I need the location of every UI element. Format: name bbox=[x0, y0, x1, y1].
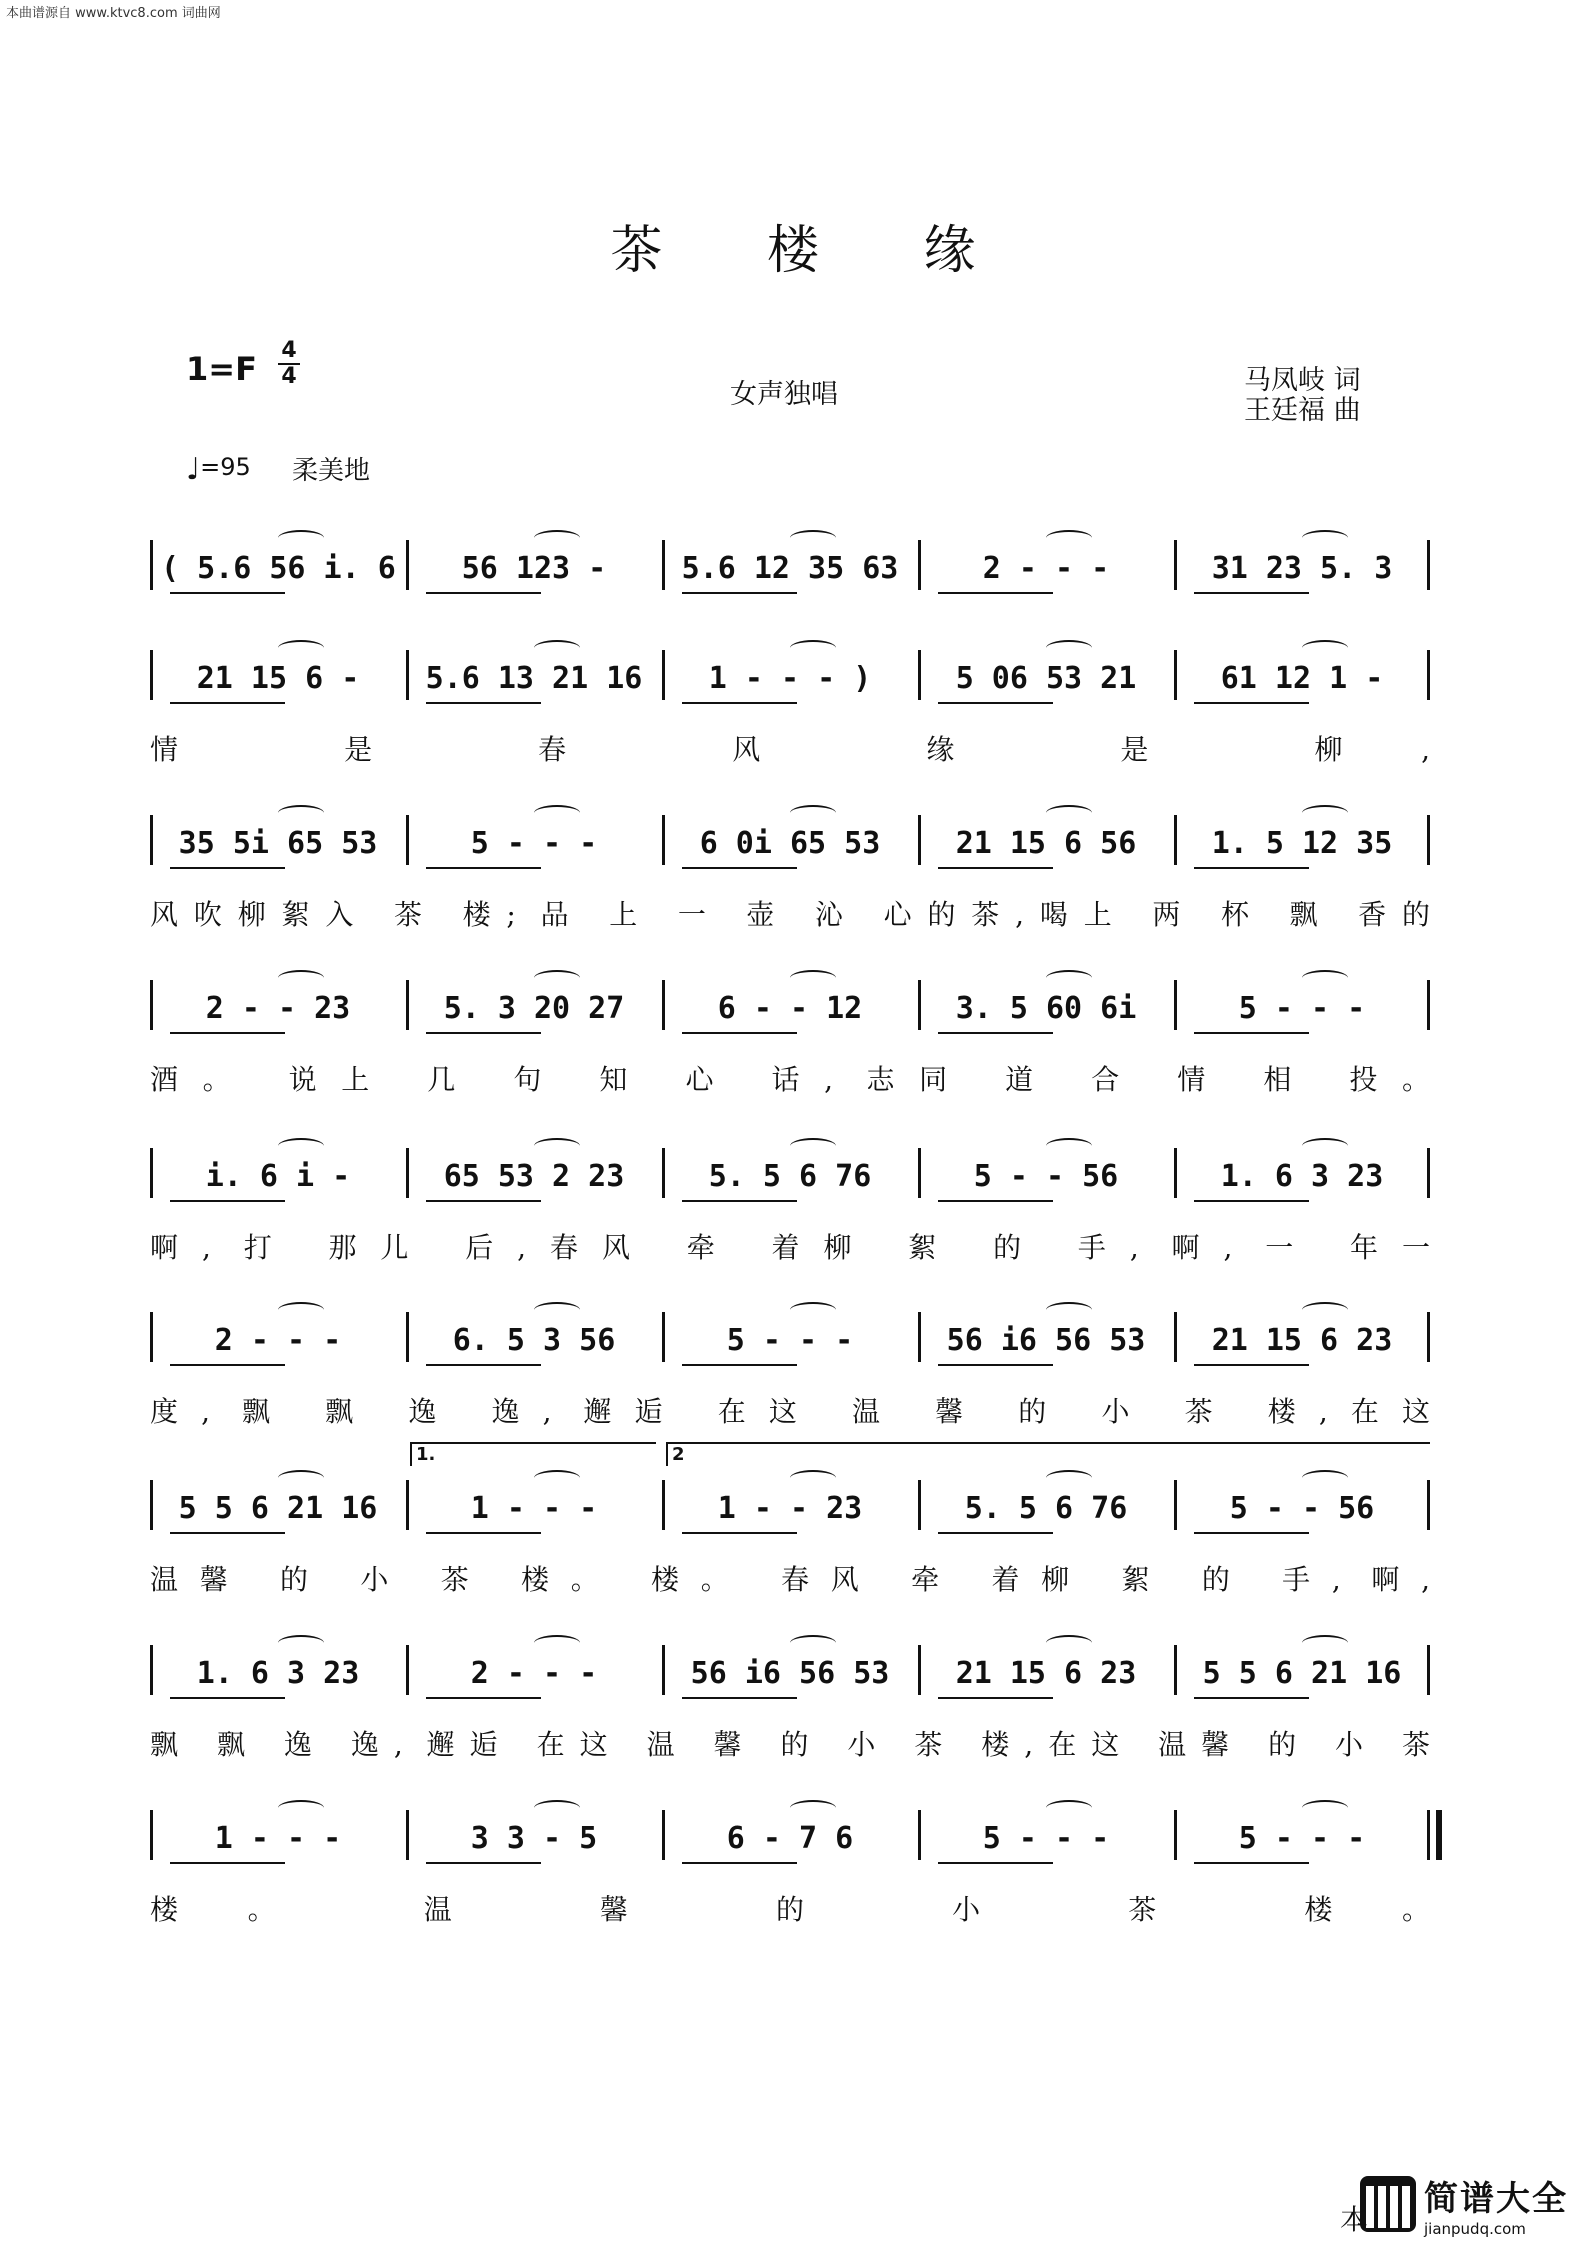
measure bbox=[926, 1818, 1166, 1858]
measure bbox=[158, 658, 398, 698]
measure bbox=[414, 1488, 654, 1528]
slur-mark bbox=[1302, 1800, 1348, 1816]
piano-keys-icon bbox=[1360, 2176, 1416, 2232]
measure bbox=[158, 548, 398, 588]
beam-underline bbox=[1194, 1032, 1309, 1034]
measure-notes: 1 - - - bbox=[214, 1820, 342, 1856]
beam-underline bbox=[938, 1862, 1053, 1864]
lyrics-line bbox=[150, 893, 1430, 933]
measure-notes: 1 - - 23 bbox=[717, 1490, 863, 1526]
barline bbox=[1427, 815, 1430, 865]
barline bbox=[662, 650, 665, 700]
barline bbox=[662, 815, 665, 865]
barline bbox=[918, 650, 921, 700]
beam-underline bbox=[170, 1532, 285, 1534]
measure bbox=[158, 1156, 398, 1196]
barline bbox=[150, 815, 153, 865]
volta-bracket: 2 bbox=[666, 1442, 1430, 1466]
measure bbox=[926, 548, 1166, 588]
barline bbox=[1174, 1480, 1177, 1530]
beam-underline bbox=[170, 702, 285, 704]
barline bbox=[1174, 815, 1177, 865]
measure bbox=[158, 988, 398, 1028]
measure-notes: 1 - - - ) bbox=[708, 660, 872, 696]
slur-mark bbox=[1046, 805, 1092, 821]
slur-mark bbox=[790, 640, 836, 656]
measure-notes: 5 - - - bbox=[1238, 990, 1366, 1026]
lyrics-text: 飘 飘 逸 逸, 邂逅 在这 温 馨 的 小 茶 楼,在这 温馨 的 小 茶 bbox=[150, 1728, 1430, 1761]
measure bbox=[158, 1818, 398, 1858]
measure-notes: 5 - - - bbox=[1238, 1820, 1366, 1856]
beam-underline bbox=[682, 1862, 797, 1864]
measure-notes: 5.6 13 21 16 bbox=[425, 660, 643, 696]
notation-line bbox=[150, 1810, 1430, 1866]
beam-underline bbox=[1194, 702, 1309, 704]
beam-underline bbox=[682, 867, 797, 869]
measure-notes: 21 15 6 - bbox=[196, 660, 360, 696]
barline bbox=[406, 815, 409, 865]
barline bbox=[662, 1480, 665, 1530]
tempo-marking bbox=[186, 452, 251, 487]
slur-mark bbox=[1046, 1635, 1092, 1651]
slur-mark bbox=[278, 1302, 324, 1318]
barline bbox=[1427, 1810, 1430, 1860]
slur-mark bbox=[1302, 970, 1348, 986]
barline bbox=[406, 980, 409, 1030]
beam-underline bbox=[938, 867, 1053, 869]
measure bbox=[1182, 1156, 1422, 1196]
measure-notes: 5 - - 56 bbox=[973, 1158, 1119, 1194]
measure-notes: 61 12 1 - bbox=[1220, 660, 1384, 696]
slur-mark bbox=[1302, 530, 1348, 546]
measure-notes: 1. 6 3 23 bbox=[1220, 1158, 1384, 1194]
slur-mark bbox=[790, 1138, 836, 1154]
measure-notes: 35 5i 65 53 bbox=[178, 825, 378, 861]
slur-mark bbox=[278, 1138, 324, 1154]
measure bbox=[926, 658, 1166, 698]
measure-notes: 2 - - - bbox=[214, 1322, 342, 1358]
measure bbox=[670, 1320, 910, 1360]
beam-underline bbox=[426, 1364, 541, 1366]
barline bbox=[1427, 650, 1430, 700]
barline bbox=[406, 1480, 409, 1530]
barline bbox=[1427, 540, 1430, 590]
lyrics-line bbox=[150, 1390, 1430, 1430]
measure bbox=[670, 988, 910, 1028]
barline bbox=[406, 1312, 409, 1362]
measure bbox=[414, 1818, 654, 1858]
barline bbox=[150, 1645, 153, 1695]
notation-line bbox=[150, 980, 1430, 1036]
measure bbox=[414, 658, 654, 698]
measure bbox=[158, 1320, 398, 1360]
measure-notes: 5 - - - bbox=[726, 1322, 854, 1358]
measure bbox=[926, 823, 1166, 863]
slur-mark bbox=[1302, 1470, 1348, 1486]
beam-underline bbox=[1194, 1364, 1309, 1366]
measure bbox=[1182, 823, 1422, 863]
barline bbox=[150, 1148, 153, 1198]
measure bbox=[670, 548, 910, 588]
barline bbox=[1174, 980, 1177, 1030]
notation-line bbox=[150, 1312, 1430, 1368]
measure-notes: 6 - - 12 bbox=[717, 990, 863, 1026]
slur-mark bbox=[278, 1470, 324, 1486]
measure-notes: 5 - - - bbox=[982, 1820, 1110, 1856]
measure-notes: 5 5 6 21 16 bbox=[178, 1490, 378, 1526]
measure bbox=[414, 1653, 654, 1693]
score-row bbox=[0, 1148, 1586, 1318]
measure bbox=[158, 823, 398, 863]
measure-notes: 5.6 12 35 63 bbox=[681, 550, 899, 586]
lyrics-line bbox=[150, 1723, 1430, 1763]
slur-mark bbox=[534, 1800, 580, 1816]
measure-notes: 6 0i 65 53 bbox=[699, 825, 881, 861]
measure bbox=[926, 1653, 1166, 1693]
barline bbox=[406, 650, 409, 700]
barline bbox=[150, 540, 153, 590]
barline bbox=[918, 1645, 921, 1695]
source-note: 本曲谱源自 www.ktvc8.com 词曲网 bbox=[6, 6, 221, 21]
measure bbox=[414, 988, 654, 1028]
measure-notes: 21 15 6 23 bbox=[1211, 1322, 1393, 1358]
beam-underline bbox=[938, 1364, 1053, 1366]
barline bbox=[918, 1810, 921, 1860]
measure-notes: 56 i6 56 53 bbox=[690, 1655, 890, 1691]
slur-mark bbox=[534, 1470, 580, 1486]
measure-notes: 21 15 6 56 bbox=[955, 825, 1137, 861]
barline bbox=[150, 1312, 153, 1362]
logo-brand: 简谱大全 bbox=[1424, 2178, 1568, 2219]
measure bbox=[1182, 1653, 1422, 1693]
slur-mark bbox=[1046, 1138, 1092, 1154]
barline bbox=[1427, 1312, 1430, 1362]
beam-underline bbox=[938, 1697, 1053, 1699]
score-row bbox=[0, 980, 1586, 1150]
barline bbox=[662, 540, 665, 590]
measure-notes: 2 - - - bbox=[470, 1655, 598, 1691]
time-signature-bottom: 4 bbox=[281, 364, 297, 389]
barline bbox=[662, 980, 665, 1030]
measure bbox=[926, 988, 1166, 1028]
measure bbox=[670, 1653, 910, 1693]
expression-marking: 柔美地 bbox=[292, 456, 371, 486]
beam-underline bbox=[682, 1032, 797, 1034]
tempo-value: =95 bbox=[200, 453, 251, 481]
lyrics-text: 啊, 打 那儿 后,春风 牵 着柳 絮 的 手, 啊, 一 年一 bbox=[150, 1231, 1430, 1264]
measure-notes: 2 - - - bbox=[982, 550, 1110, 586]
slur-mark bbox=[1046, 1470, 1092, 1486]
barline bbox=[1427, 1480, 1430, 1530]
barline bbox=[1174, 650, 1177, 700]
measure bbox=[1182, 1320, 1422, 1360]
measure bbox=[158, 1488, 398, 1528]
measure-notes: i. 6 i - bbox=[205, 1158, 351, 1194]
barline bbox=[406, 1645, 409, 1695]
page-title bbox=[0, 208, 1586, 283]
measure-notes: 31 23 5. 3 bbox=[1211, 550, 1393, 586]
slur-mark bbox=[1302, 805, 1348, 821]
measure-notes: 6 - 7 6 bbox=[726, 1820, 854, 1856]
measure bbox=[926, 1156, 1166, 1196]
beam-underline bbox=[682, 702, 797, 704]
barline bbox=[662, 1312, 665, 1362]
slur-mark bbox=[534, 970, 580, 986]
lyrics-text: 楼。 温 馨 的 小 茶 楼。 bbox=[150, 1893, 1430, 1926]
barline bbox=[918, 815, 921, 865]
measure-notes: 56 i6 56 53 bbox=[946, 1322, 1146, 1358]
barline bbox=[406, 1148, 409, 1198]
slur-mark bbox=[790, 1635, 836, 1651]
beam-underline bbox=[426, 1200, 541, 1202]
lyrics-text: 情 是 春 风 缘 是 柳, bbox=[150, 733, 1430, 766]
beam-underline bbox=[1194, 1862, 1309, 1864]
lyrics-text: 温馨 的 小 茶 楼。 楼。 春风 牵 着柳 絮 的 手, 啊, bbox=[150, 1563, 1430, 1596]
site-logo bbox=[1360, 2170, 1580, 2238]
measure bbox=[926, 1488, 1166, 1528]
measure-notes: 2 - - 23 bbox=[205, 990, 351, 1026]
beam-underline bbox=[938, 592, 1053, 594]
measure bbox=[1182, 1488, 1422, 1528]
slur-mark bbox=[534, 640, 580, 656]
notation-line bbox=[150, 540, 1430, 596]
slur-mark bbox=[1302, 1138, 1348, 1154]
beam-underline bbox=[170, 1200, 285, 1202]
measure-notes: 1 - - - bbox=[470, 1490, 598, 1526]
title-char: 楼 bbox=[766, 221, 819, 281]
slur-mark bbox=[1046, 1800, 1092, 1816]
lyrics-text: 度, 飘 飘 逸 逸, 邂逅 在这 温 馨 的 小 茶 楼,在这 bbox=[150, 1395, 1430, 1428]
beam-underline bbox=[682, 1200, 797, 1202]
time-signature-top: 4 bbox=[281, 338, 297, 363]
measure bbox=[670, 823, 910, 863]
score-row bbox=[0, 1645, 1586, 1815]
barline bbox=[406, 1810, 409, 1860]
measure bbox=[670, 658, 910, 698]
beam-underline bbox=[170, 592, 285, 594]
beam-underline bbox=[426, 702, 541, 704]
beam-underline bbox=[938, 1200, 1053, 1202]
beam-underline bbox=[682, 1364, 797, 1366]
lyrics-line bbox=[150, 1226, 1430, 1266]
slur-mark bbox=[1302, 1635, 1348, 1651]
slur-mark bbox=[278, 640, 324, 656]
lyrics-line bbox=[150, 1558, 1430, 1598]
slur-mark bbox=[278, 530, 324, 546]
measure bbox=[670, 1488, 910, 1528]
measure bbox=[1182, 548, 1422, 588]
beam-underline bbox=[1194, 592, 1309, 594]
barline bbox=[1174, 1148, 1177, 1198]
lyrics-text: 酒。 说上 几 句 知 心 话, 志同 道 合 情 相 投。 bbox=[150, 1063, 1430, 1096]
measure-notes: 3. 5 60 6i bbox=[955, 990, 1137, 1026]
barline bbox=[918, 1480, 921, 1530]
measure-notes: 5. 5 6 76 bbox=[708, 1158, 872, 1194]
slur-mark bbox=[534, 1635, 580, 1651]
measure-notes: 5. 3 20 27 bbox=[443, 990, 625, 1026]
slur-mark bbox=[278, 1635, 324, 1651]
slur-mark bbox=[790, 530, 836, 546]
slur-mark bbox=[1046, 530, 1092, 546]
time-signature bbox=[278, 340, 300, 388]
measure bbox=[670, 1156, 910, 1196]
volta-bracket: 1. bbox=[410, 1442, 656, 1466]
measure-notes: 1. 5 12 35 bbox=[1211, 825, 1393, 861]
slur-mark bbox=[1046, 1302, 1092, 1318]
measure bbox=[1182, 658, 1422, 698]
barline bbox=[918, 1148, 921, 1198]
barline bbox=[662, 1810, 665, 1860]
title-char: 缘 bbox=[923, 221, 976, 281]
measure-notes: 6. 5 3 56 bbox=[452, 1322, 616, 1358]
measure bbox=[1182, 988, 1422, 1028]
slur-mark bbox=[534, 530, 580, 546]
score-row bbox=[0, 1810, 1586, 1980]
slur-mark bbox=[790, 805, 836, 821]
lyrics-line bbox=[150, 1058, 1430, 1098]
composer-credit: 王廷福 曲 bbox=[1244, 395, 1361, 426]
score-row bbox=[0, 1444, 1586, 1650]
slur-mark bbox=[790, 970, 836, 986]
beam-underline bbox=[1194, 1532, 1309, 1534]
measure bbox=[414, 548, 654, 588]
beam-underline bbox=[170, 867, 285, 869]
lyrics-line bbox=[150, 1888, 1430, 1928]
slur-mark bbox=[278, 1800, 324, 1816]
barline bbox=[1427, 980, 1430, 1030]
slur-mark bbox=[1046, 640, 1092, 656]
beam-underline bbox=[170, 1032, 285, 1034]
measure bbox=[414, 823, 654, 863]
beam-underline bbox=[426, 592, 541, 594]
beam-underline bbox=[170, 1862, 285, 1864]
barline bbox=[406, 540, 409, 590]
page-corner-mark: 本 bbox=[1340, 2203, 1369, 2236]
barline bbox=[1174, 1810, 1177, 1860]
beam-underline bbox=[1194, 1697, 1309, 1699]
performer-label: 女声独唱 bbox=[730, 379, 838, 410]
beam-underline bbox=[426, 1697, 541, 1699]
beam-underline bbox=[170, 1364, 285, 1366]
lyricist-credit: 马凤岐 词 bbox=[1244, 365, 1361, 396]
slur-mark bbox=[1302, 1302, 1348, 1318]
measure-notes: 1. 6 3 23 bbox=[196, 1655, 360, 1691]
measure-notes: ( 5.6 56 i. 6 bbox=[161, 550, 396, 586]
beam-underline bbox=[1194, 1200, 1309, 1202]
slur-mark bbox=[790, 1302, 836, 1318]
barline bbox=[918, 980, 921, 1030]
measure-notes: 5 - - 56 bbox=[1229, 1490, 1375, 1526]
barline bbox=[918, 540, 921, 590]
barline bbox=[1174, 1312, 1177, 1362]
beam-underline bbox=[938, 1032, 1053, 1034]
title-char: 茶 bbox=[610, 221, 663, 281]
beam-underline bbox=[1194, 867, 1309, 869]
barline bbox=[1174, 1645, 1177, 1695]
measure bbox=[926, 1320, 1166, 1360]
slur-mark bbox=[790, 1800, 836, 1816]
slur-mark bbox=[534, 805, 580, 821]
barline bbox=[150, 1480, 153, 1530]
beam-underline bbox=[682, 1697, 797, 1699]
barline bbox=[1427, 1645, 1430, 1695]
slur-mark bbox=[790, 1470, 836, 1486]
slur-mark bbox=[1046, 970, 1092, 986]
beam-underline bbox=[938, 1532, 1053, 1534]
beam-underline bbox=[426, 1532, 541, 1534]
notation-line bbox=[150, 815, 1430, 871]
beam-underline bbox=[426, 1032, 541, 1034]
measure-notes: 5 06 53 21 bbox=[955, 660, 1137, 696]
measure bbox=[670, 1818, 910, 1858]
measure-notes: 5. 5 6 76 bbox=[964, 1490, 1128, 1526]
notation-line bbox=[150, 1444, 1430, 1536]
beam-underline bbox=[682, 592, 797, 594]
barline bbox=[662, 1148, 665, 1198]
barline bbox=[1174, 540, 1177, 590]
slur-mark bbox=[534, 1302, 580, 1318]
slur-mark bbox=[278, 805, 324, 821]
score-row bbox=[0, 650, 1586, 820]
quarter-note-icon: ♩ bbox=[186, 452, 201, 487]
beam-underline bbox=[938, 702, 1053, 704]
measure bbox=[414, 1156, 654, 1196]
logo-url: jianpudq.com bbox=[1424, 2219, 1526, 2238]
measure bbox=[1182, 1818, 1422, 1858]
measure-notes: 56 123 - bbox=[461, 550, 607, 586]
notation-line bbox=[150, 1148, 1430, 1204]
score-row bbox=[0, 815, 1586, 985]
measure-notes: 5 - - - bbox=[470, 825, 598, 861]
beam-underline bbox=[170, 1697, 285, 1699]
notation-line bbox=[150, 1645, 1430, 1701]
barline bbox=[662, 1645, 665, 1695]
barline bbox=[918, 1312, 921, 1362]
beam-underline bbox=[682, 1532, 797, 1534]
beam-underline bbox=[426, 867, 541, 869]
measure-notes: 5 5 6 21 16 bbox=[1202, 1655, 1402, 1691]
lyrics-text: 风吹柳絮入 茶 楼; 品 上 一 壶 沁 心的茶,喝上 两 杯 飘 香的 bbox=[150, 898, 1430, 931]
barline bbox=[150, 650, 153, 700]
measure-notes: 65 53 2 23 bbox=[443, 1158, 625, 1194]
barline bbox=[150, 1810, 153, 1860]
slur-mark bbox=[534, 1138, 580, 1154]
notation-line bbox=[150, 650, 1430, 706]
barline bbox=[150, 980, 153, 1030]
lyrics-line bbox=[150, 728, 1430, 768]
measure-notes: 21 15 6 23 bbox=[955, 1655, 1137, 1691]
beam-underline bbox=[426, 1862, 541, 1864]
measure bbox=[414, 1320, 654, 1360]
barline bbox=[1427, 1148, 1430, 1198]
slur-mark bbox=[1302, 640, 1348, 656]
measure bbox=[158, 1653, 398, 1693]
measure-notes: 3 3 - 5 bbox=[470, 1820, 598, 1856]
key-signature: 1=F bbox=[186, 350, 257, 388]
slur-mark bbox=[278, 970, 324, 986]
